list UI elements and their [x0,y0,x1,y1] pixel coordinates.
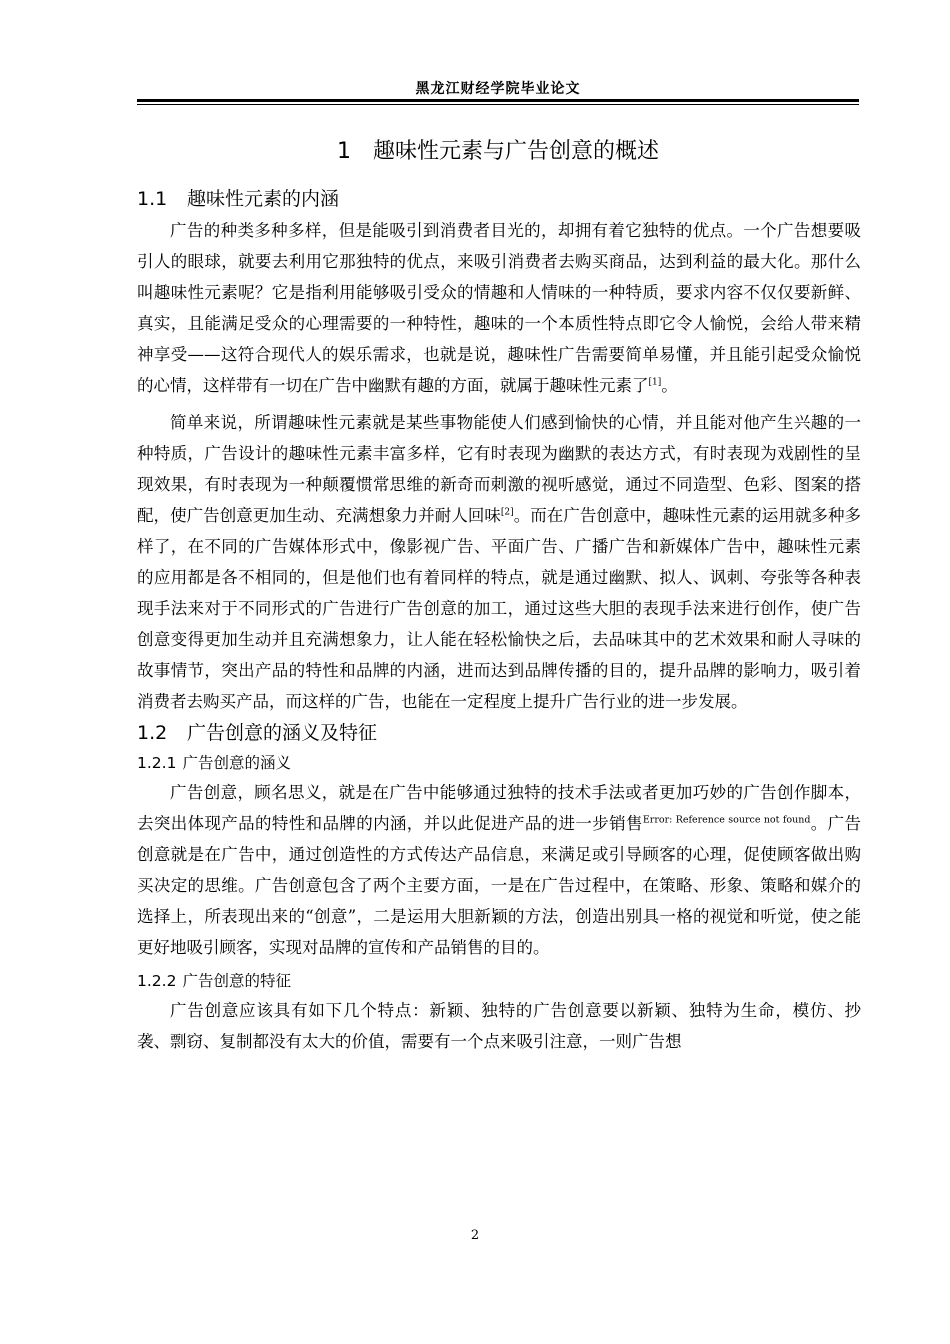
page-number: 2 [470,1228,480,1243]
paragraph-text: 。而在广告创意中，趣味性元素的运用就多种多样了，在不同的广告媒体形式中，像影视广告、平面广告、广播广告和新媒体广告中，趣味性元素的应用都是各不相同的，但是他们也有着同样的特点，就是通过幽默、拟人、讽刺、夸张等各种表现手法来对于不同形式的广告进行广告创意的加工，通过这些大胆的表现手法来进行创作，使广告创意变得更加生动并且充满想象力，让人能在轻松愉快之后，去品味其中的艺术效果和耐人寻味的故事情节，突出产品的特性和品牌的内涵，进而达到品牌传播的目的，提升品牌的影响力，吸引着消费者去购买产品，而这样的广告，也能在一定程度上提升广告行业的进一步发展。 [137,506,862,711]
subsection-number: 1.2.2 [137,972,177,990]
paragraph-text: 广告的种类多种多样，但是能吸引到消费者目光的，却拥有着它独特的优点。一个广告想要吸引人的眼球，就要去利用它那独特的优点，来吸引消费者去购买商品，达到利益的最大化。那什么叫趣味性元素呢？它是指利用能够吸引受众的情趣和人情味的一种特质，要求内容不仅仅要新鲜、真实，且能满足受众的心理需要的一种特性，趣味的一个本质性特点即它令人愉悦，会给人带来精神享受——这符合现代人的娱乐需求，也就是说，趣味性广告需要简单易懂，并且能引起受众愉悦的心情，这样带有一切在广告中幽默有趣的方面，就属于趣味性元素了 [137,221,861,395]
subsection-heading-1-2-1 [137,749,861,777]
section-number: 1.2 [137,722,168,744]
paragraph-text: 。广告创意就是在广告中，通过创造性的方式传达产品信息，来满足或引导顾客的心理，促使顾客做出购买决定的思维。广告创意包含了两个主要方面，一是在广告过程中，在策略、形象、策略和媒介的选择上，所表现出来的“创意”，二是运用大胆新颖的方法，创造出别具一格的视觉和听觉，使之能更好地吸引顾客，实现对品牌的宣传和产品销售的目的。 [137,814,862,957]
citation-ref: [1] [648,377,662,388]
subsection-title: 广告创意的涵义 [182,754,291,772]
paragraph-4 [137,995,861,1057]
paragraph-3 [137,777,861,963]
paragraph-2 [137,407,861,717]
paragraph-text: 简单来说，所谓趣味性元素就是某些事物能使人们感到愉快的心情，并且能对他产生兴趣的一种特质，广告设计的趣味性元素丰富多样，它有时表现为幽默的表达方式，有时表现为戏剧性的呈现效果，有时表现为一种颠覆惯常思维的新奇而刺激的视听感觉，通过不同造型、色彩、图案的搭配，使广告创意更加生动、充满想象力并耐人回味 [137,413,861,525]
chapter-title [137,134,859,165]
header-rule-thin [137,104,859,105]
running-header: 黑龙江财经学院毕业论文 [415,81,581,97]
paragraph-text: 广告创意应该具有如下几个特点：新颖、独特的广告创意要以新颖、独特为生命，模仿、抄袭、剽窃、复制都没有太大的价值，需要有一个点来吸引注意，一则广告想 [137,1001,861,1051]
chapter-title-text: 趣味性元素与广告创意的概述 [372,139,659,164]
citation-ref: [2] [500,507,514,518]
paragraph-text: 广告创意，顾名思义，就是在广告中能够通过独特的技术手法或者更加巧妙的广告创作脚本，去突出体现产品的特性和品牌的内涵，并以此促进产品的进一步销售 [137,783,861,833]
chapter-number: 1 [336,139,351,164]
subsection-number: 1.2.1 [137,754,177,772]
subsection-title: 广告创意的特征 [182,972,291,990]
reference-error-note: Error: Reference source not found [642,814,811,826]
section-title: 趣味性元素的内涵 [187,188,340,210]
section-heading-1-2 [137,717,861,749]
section-number: 1.1 [137,188,168,210]
paragraph-text: 。 [661,376,678,395]
subsection-heading-1-2-2 [137,967,861,995]
section-heading-1-1 [137,183,861,215]
header-rule-thick [137,99,859,102]
body-content [137,183,861,1057]
section-title: 广告创意的涵义及特征 [187,722,378,744]
paragraph-1 [137,215,861,401]
